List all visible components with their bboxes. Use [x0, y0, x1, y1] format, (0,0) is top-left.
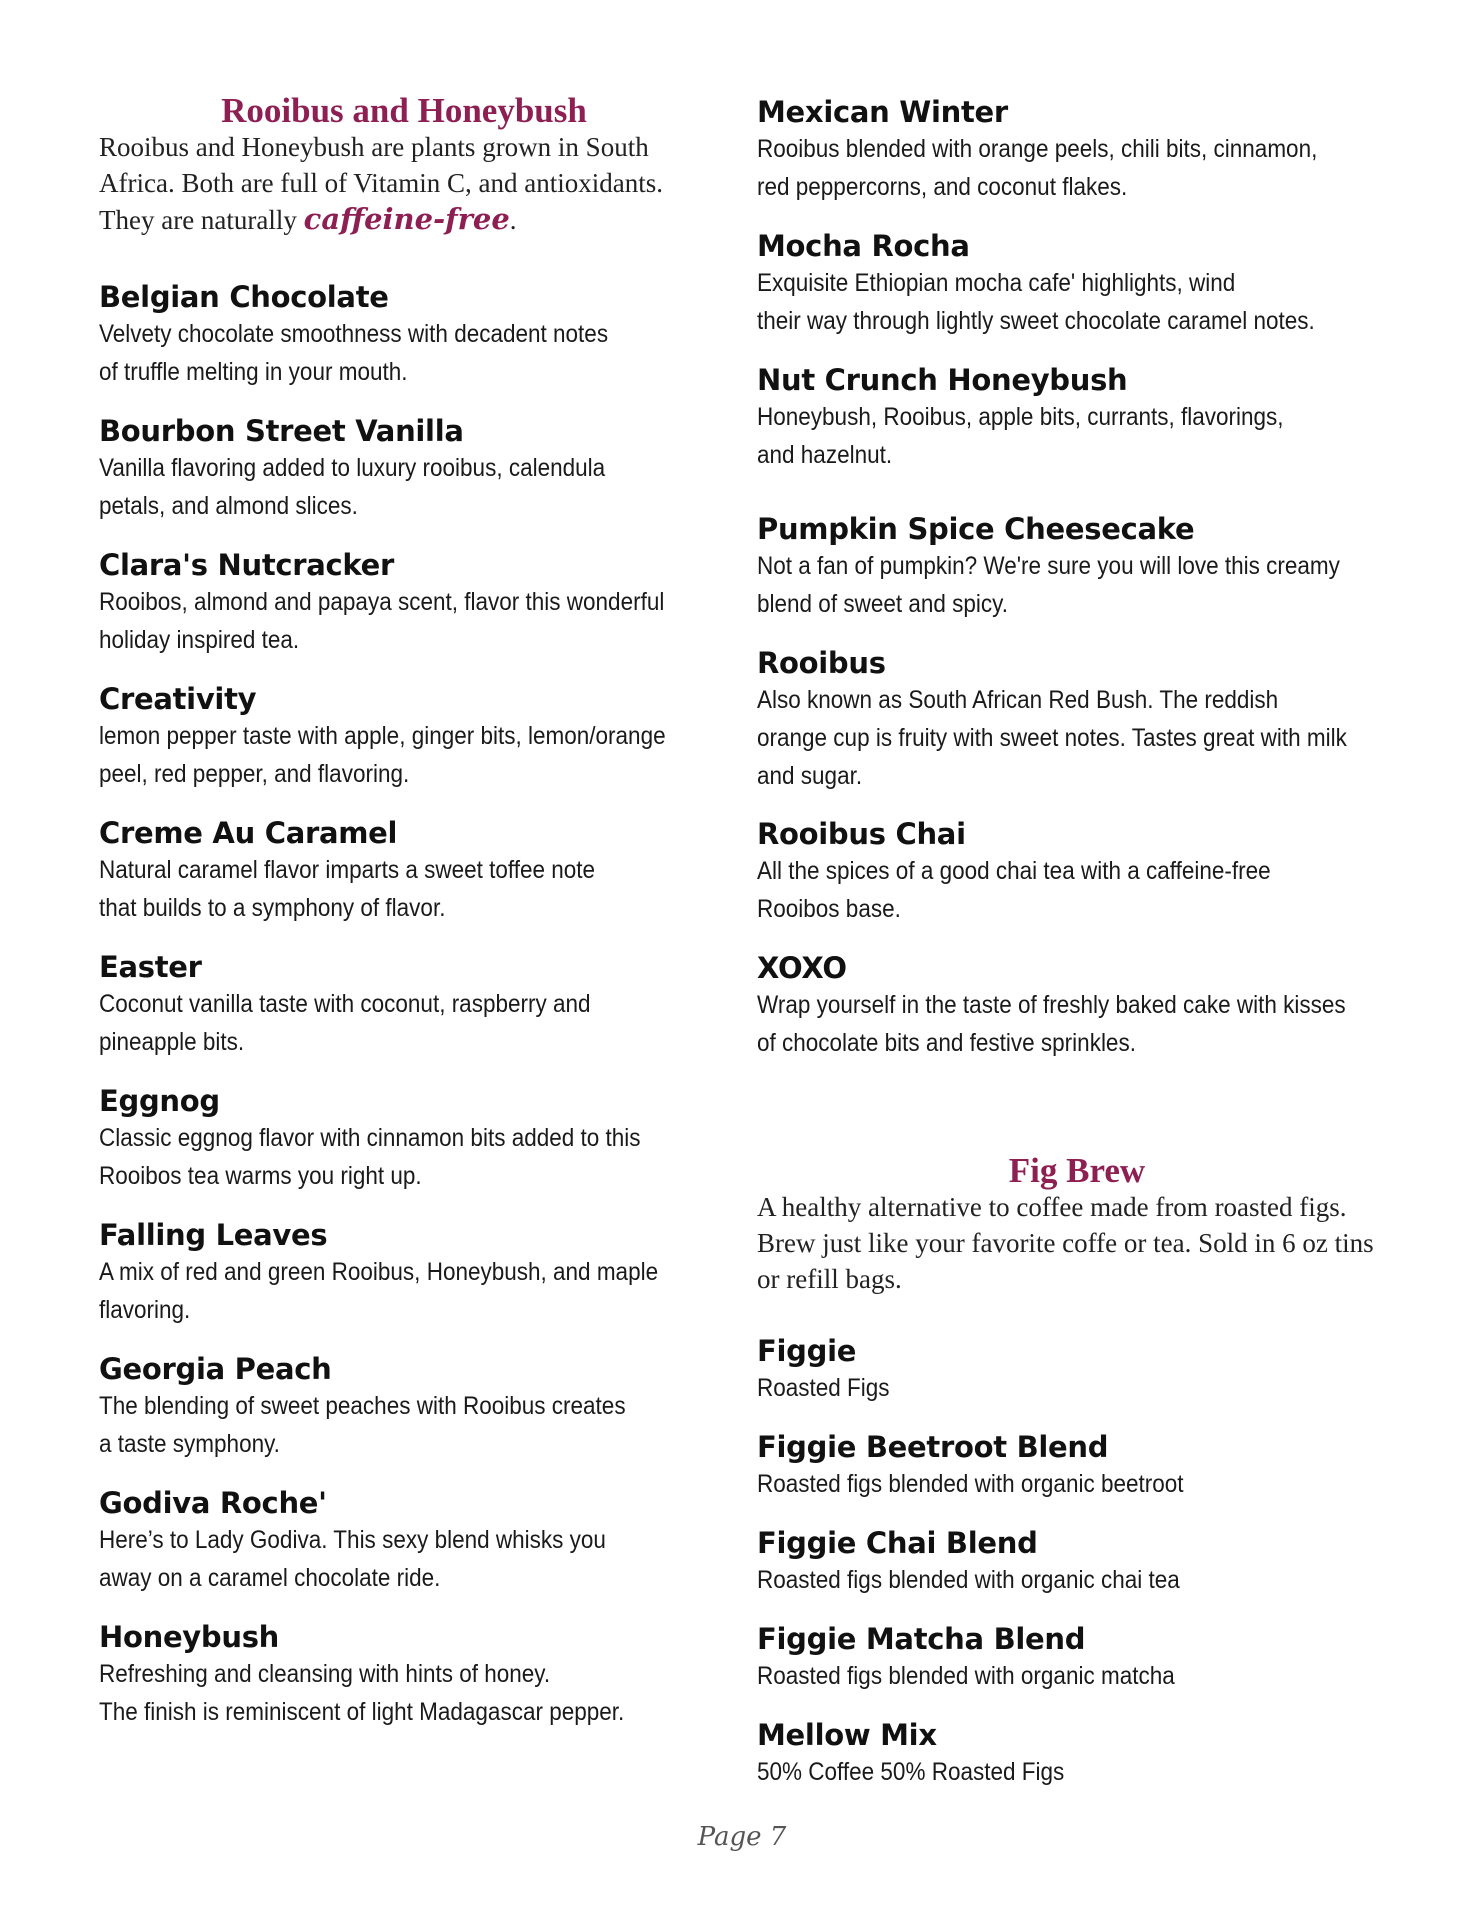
tea-item-mexican-winter [757, 94, 1397, 206]
tea-item-xoxo [757, 950, 1397, 1062]
caffeine-free-emphasis: caffeine-free [303, 202, 510, 236]
tea-item-mocha-rocha [757, 228, 1397, 340]
tea-item-nut-crunch-honeybush [757, 362, 1397, 474]
fig-item-figgie-beetroot-blend [757, 1429, 1397, 1503]
tea-description: Wrap yourself in the taste of freshly baked cake with kisses of chocolate bits and festive sprinkles. [757, 991, 1346, 1057]
fig-item-figgie-chai-blend [757, 1525, 1397, 1599]
tea-name: Honeybush [99, 1620, 280, 1654]
tea-description: Natural caramel flavor imparts a sweet toffee note that builds to a symphony of flavor. [99, 856, 596, 922]
tea-name: Creme Au Caramel [99, 816, 398, 850]
tea-name: Eggnog [99, 1084, 220, 1118]
tea-item-honeybush [99, 1619, 709, 1731]
tea-description: Velvety chocolate smoothness with decadent notes of truffle melting in your mouth. [99, 320, 609, 386]
tea-item-belgian-chocolate [99, 279, 709, 391]
tea-description: lemon pepper taste with apple, ginger bits, lemon/orange peel, red pepper, and flavoring. [99, 722, 666, 788]
tea-item-bourbon-street-vanilla [99, 413, 709, 525]
tea-item-creativity [99, 681, 709, 793]
tea-name: Creativity [99, 682, 257, 716]
tea-name: Godiva Roche' [99, 1486, 327, 1520]
rooibus-intro-end: . [509, 205, 517, 235]
tea-description: Coconut vanilla taste with coconut, raspberry and pineapple bits. [99, 990, 591, 1056]
fig-section-title: Fig Brew [1008, 1151, 1146, 1190]
fig-item-figgie-matcha-blend [757, 1621, 1397, 1695]
rooibus-section-title: Rooibus and Honeybush [221, 91, 587, 130]
fig-item-figgie [757, 1333, 1397, 1407]
tea-name: Falling Leaves [99, 1218, 328, 1252]
tea-item-rooibus-chai [757, 816, 1397, 928]
fig-description: Roasted figs blended with organic matcha [757, 1662, 1175, 1690]
tea-item-rooibus [757, 645, 1397, 795]
fig-name: Figgie Matcha Blend [757, 1622, 1086, 1656]
tea-name: Mexican Winter [757, 95, 1008, 129]
tea-description: Vanilla flavoring added to luxury rooibus, calendula petals, and almond slices. [99, 454, 606, 520]
fig-description: Roasted Figs [757, 1374, 890, 1402]
tea-item-claras-nutcracker [99, 547, 709, 659]
tea-name: Bourbon Street Vanilla [99, 414, 464, 448]
page-number: Page 7 [697, 1822, 787, 1852]
fig-name: Mellow Mix [757, 1718, 937, 1752]
tea-name: Clara's Nutcracker [99, 548, 395, 582]
tea-description: Classic eggnog flavor with cinnamon bits added to this Rooibos tea warms you right up. [99, 1124, 641, 1190]
tea-name: Rooibus Chai [757, 817, 966, 851]
tea-name: XOXO [757, 951, 847, 985]
tea-name: Mocha Rocha [757, 229, 970, 263]
fig-description: 50% Coffee 50% Roasted Figs [757, 1758, 1065, 1786]
tea-description: Not a fan of pumpkin? We're sure you will love this creamy blend of sweet and spicy. [757, 552, 1340, 618]
fig-name: Figgie Chai Blend [757, 1526, 1038, 1560]
rooibus-intro-text: Rooibus and Honeybush are plants grown in South Africa. Both are full of Vitamin C, and antioxidants. They are naturally [99, 132, 664, 235]
tea-description: A mix of red and green Rooibus, Honeybush, and maple flavoring. [99, 1258, 659, 1324]
tea-description: Exquisite Ethiopian mocha cafe' highlights, wind their way through lightly sweet chocolate caramel notes. [757, 269, 1315, 335]
tea-description: Honeybush, Rooibus, apple bits, currants, flavorings, and hazelnut. [757, 403, 1284, 469]
fig-intro: A healthy alternative to coffee made from roasted figs. Brew just like your favorite coffe or tea. Sold in 6 oz tins or refill bags. [757, 1192, 1374, 1294]
tea-description: Rooibos, almond and papaya scent, flavor this wonderful holiday inspired tea. [99, 588, 665, 654]
tea-item-easter [99, 949, 709, 1061]
tea-description: Rooibus blended with orange peels, chili bits, cinnamon, red peppercorns, and coconut flakes. [757, 135, 1318, 201]
tea-name: Rooibus [757, 646, 886, 680]
tea-item-eggnog [99, 1083, 709, 1195]
tea-item-creme-au-caramel [99, 815, 709, 927]
tea-item-godiva-roche [99, 1485, 709, 1597]
tea-name: Nut Crunch Honeybush [757, 363, 1128, 397]
tea-description: All the spices of a good chai tea with a caffeine-free Rooibos base. [757, 857, 1271, 923]
tea-item-falling-leaves [99, 1217, 709, 1329]
tea-description: Refreshing and cleansing with hints of honey. The finish is reminiscent of light Madagascar pepper. [99, 1660, 625, 1726]
rooibus-intro [99, 129, 709, 238]
tea-item-georgia-peach [99, 1351, 709, 1463]
fig-item-mellow-mix [757, 1717, 1397, 1791]
tea-description: Here’s to Lady Godiva. This sexy blend whisks you away on a caramel chocolate ride. [99, 1526, 606, 1592]
tea-description: The blending of sweet peaches with Rooibus creates a taste symphony. [99, 1392, 626, 1458]
tea-name: Easter [99, 950, 202, 984]
tea-description: Also known as South African Red Bush. The reddish orange cup is fruity with sweet notes. Tastes great with milk and sugar. [757, 686, 1347, 790]
fig-name: Figgie Beetroot Blend [757, 1430, 1109, 1464]
tea-item-pumpkin-spice-cheesecake [757, 511, 1397, 623]
tea-name: Pumpkin Spice Cheesecake [757, 512, 1195, 546]
fig-name: Figgie [757, 1334, 857, 1368]
fig-description: Roasted figs blended with organic chai tea [757, 1566, 1180, 1594]
tea-name: Georgia Peach [99, 1352, 332, 1386]
fig-description: Roasted figs blended with organic beetroot [757, 1470, 1184, 1498]
tea-name: Belgian Chocolate [99, 280, 389, 314]
